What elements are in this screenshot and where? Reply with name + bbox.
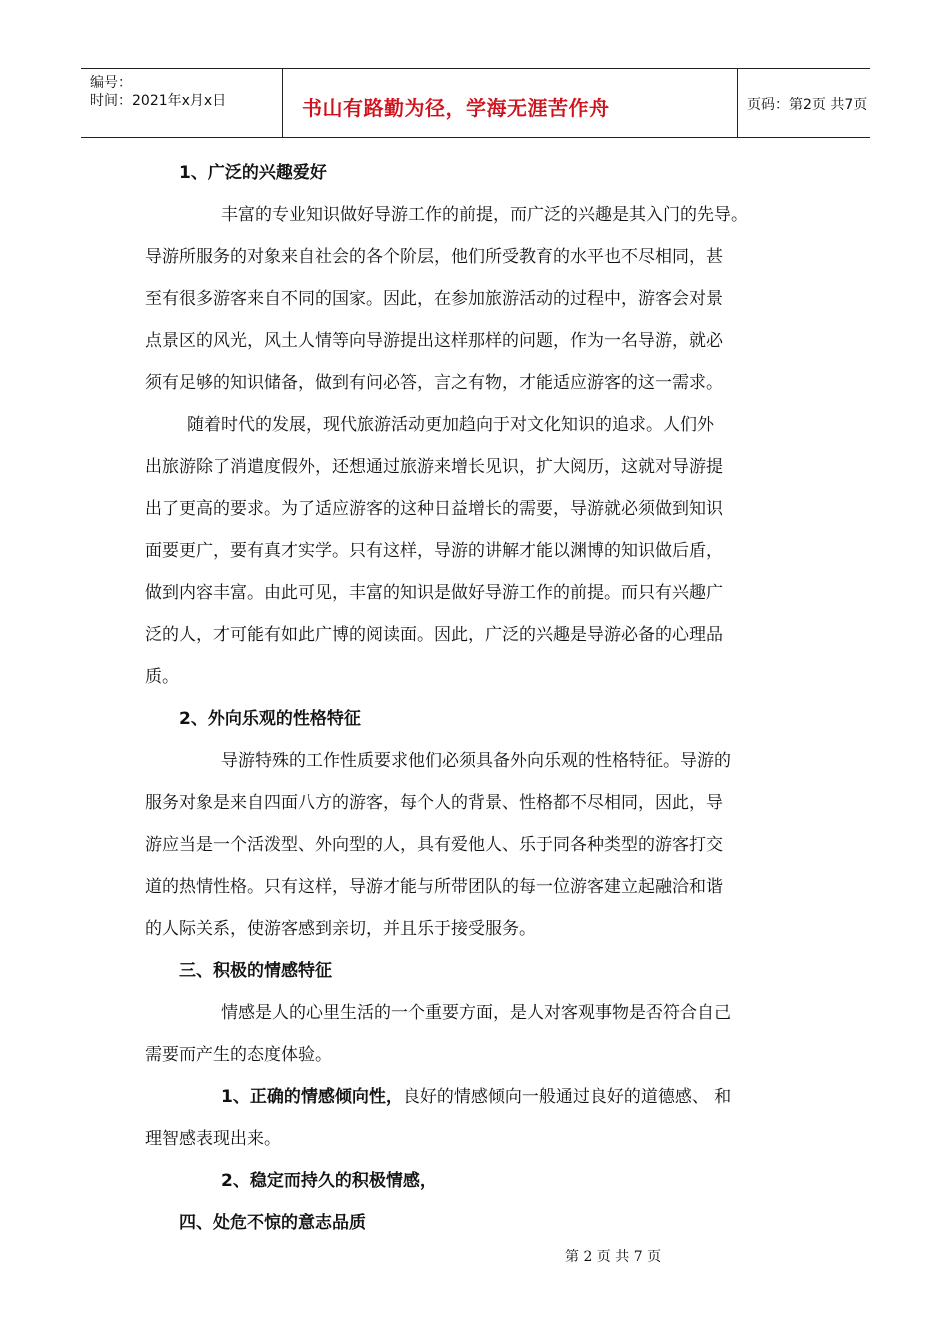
paragraph-line: 出旅游除了消遣度假外，还想通过旅游来增长见识，扩大阅历，这就对导游提 — [145, 457, 723, 477]
paragraph-line: 情感是人的心里生活的一个重要方面，是人对客观事物是否符合自己 — [221, 1003, 731, 1023]
section-heading: 2、外向乐观的性格特征 — [179, 709, 361, 729]
paragraph-line: 质。 — [145, 667, 179, 687]
paragraph-line: 道的热情性格。只有这样，导游才能与所带团队的每一位游客建立起融洽和谐 — [145, 877, 723, 897]
paragraph-line: 游应当是一个活泼型、外向型的人，具有爱他人、乐于同各种类型的游客打交 — [145, 835, 723, 855]
subheading-line — [221, 1087, 731, 1107]
paragraph-line: 理智感表现出来。 — [145, 1129, 281, 1149]
paragraph-line: 服务对象是来自四面八方的游客，每个人的背景、性格都不尽相同，因此，导 — [145, 793, 723, 813]
paragraph-line: 导游所服务的对象来自社会的各个阶层，他们所受教育的水平也不尽相同，甚 — [145, 247, 723, 267]
paragraph-line: 需要而产生的态度体验。 — [145, 1045, 332, 1065]
paragraph-line: 做到内容丰富。由此可见，丰富的知识是做好导游工作的前提。而只有兴趣广 — [145, 583, 723, 603]
paragraph-line: 至有很多游客来自不同的国家。因此，在参加旅游活动的过程中，游客会对景 — [145, 289, 723, 309]
paragraph-line: 的人际关系，使游客感到亲切，并且乐于接受服务。 — [145, 919, 536, 939]
subheading-line: 2、稳定而持久的积极情感， — [221, 1171, 437, 1191]
paragraph-line: 面要更广，要有真才实学。只有这样，导游的讲解才能以渊博的知识做后盾， — [145, 541, 723, 561]
date-label: 时间：2021年x月x日 — [90, 93, 227, 109]
subheading-continuation: 良好的情感倾向一般通过良好的道德感、 和 — [402, 1087, 732, 1107]
paragraph-line: 导游特殊的工作性质要求他们必须具备外向乐观的性格特征。导游的 — [221, 751, 731, 771]
document-header — [81, 68, 870, 138]
paragraph-line: 泛的人，才可能有如此广博的阅读面。因此，广泛的兴趣是导游必备的心理品 — [145, 625, 723, 645]
header-meta-cell — [81, 69, 282, 137]
motto-text: 书山有路勤为径，学海无涯苦作舟 — [302, 96, 610, 120]
header-page-cell — [737, 69, 870, 137]
number-label: 编号： — [90, 75, 132, 91]
paragraph-line: 丰富的专业知识做好导游工作的前提，而广泛的兴趣是其入门的先导。 — [221, 205, 748, 225]
section-heading: 1、广泛的兴趣爱好 — [179, 163, 327, 183]
section-heading: 三、积极的情感特征 — [179, 961, 332, 981]
section-heading: 四、处危不惊的意志品质 — [179, 1213, 366, 1233]
page-label: 页码：第2页 共7页 — [747, 97, 868, 113]
paragraph-line: 随着时代的发展，现代旅游活动更加趋向于对文化知识的追求。人们外 — [187, 415, 714, 435]
subheading-text: 1、正确的情感倾向性， — [221, 1087, 403, 1107]
header-motto-cell — [282, 69, 738, 137]
paragraph-line: 须有足够的知识储备，做到有问必答，言之有物，才能适应游客的这一需求。 — [145, 373, 723, 393]
paragraph-line: 点景区的风光，风土人情等向导游提出这样那样的问题，作为一名导游，就必 — [145, 331, 723, 351]
paragraph-line: 出了更高的要求。为了适应游客的这种日益增长的需要，导游就必须做到知识 — [145, 499, 723, 519]
page-footer: 第 2 页 共 7 页 — [565, 1249, 662, 1265]
